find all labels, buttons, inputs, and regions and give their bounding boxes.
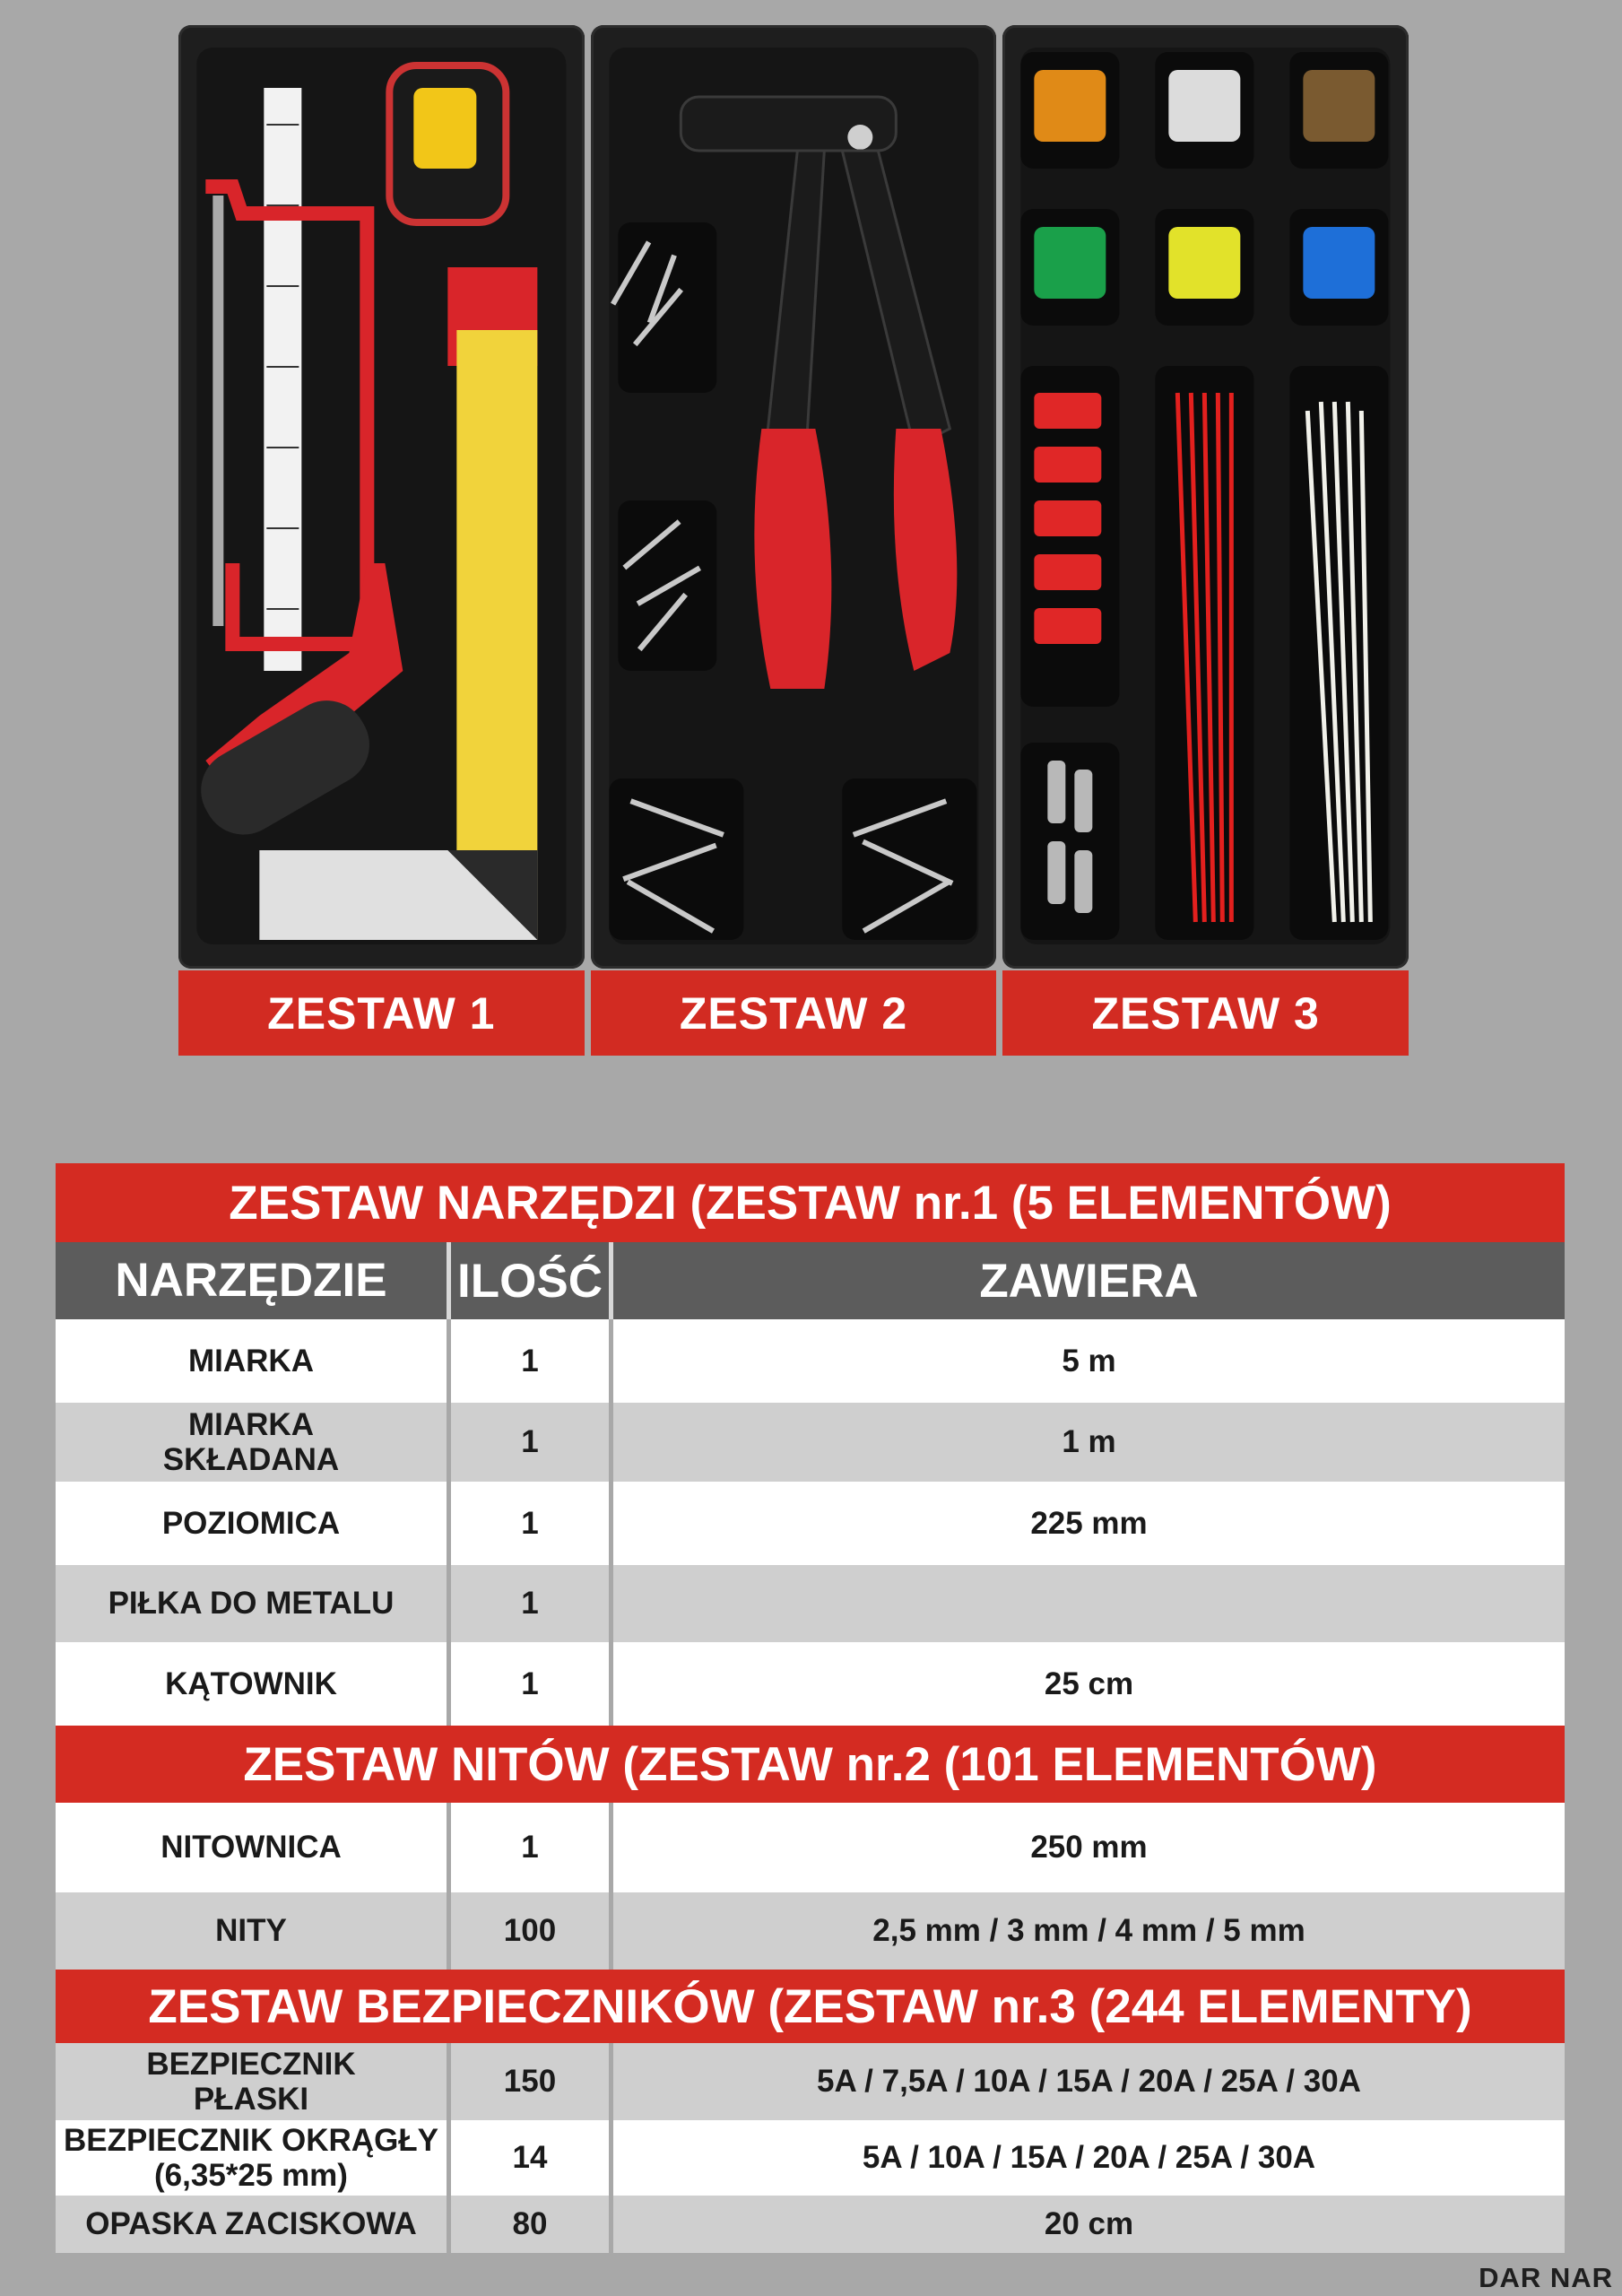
cell-qty: 150 (447, 2043, 609, 2120)
cell-tool: KĄTOWNIK (165, 1665, 337, 1701)
table-row (56, 1892, 1565, 1970)
cell-qty: 1 (447, 1803, 609, 1892)
cell-qty: 14 (447, 2120, 609, 2196)
label-set-1: ZESTAW 1 (178, 970, 585, 1056)
cell-contains: 5 m (609, 1319, 1565, 1403)
cell-qty: 1 (447, 1319, 609, 1403)
section-title-tools: ZESTAW NARZĘDZI (ZESTAW nr.1 (5 ELEMENTÓW) (56, 1163, 1565, 1242)
table-header (56, 1242, 1565, 1319)
label-set-3: ZESTAW 3 (1002, 970, 1409, 1056)
cell-qty: 1 (447, 1565, 609, 1642)
contents-table (56, 1163, 1565, 2253)
section-title-fuses: ZESTAW BEZPIECZNIKÓW (ZESTAW nr.3 (244 ELEMENTY) (56, 1970, 1565, 2043)
cell-tool: POZIOMICA (161, 1505, 341, 1541)
cell-tool: MIARKA SKŁADANA (162, 1406, 340, 1477)
tray-set-2 (591, 25, 997, 969)
fuses-illustration (1002, 25, 1409, 969)
cell-tool: NITY (215, 1913, 287, 1949)
brand-footer: DAR NAR (1479, 2262, 1613, 2293)
cell-tool: MIARKA (188, 1343, 314, 1378)
table-row (56, 1565, 1565, 1642)
tools-illustration (178, 25, 585, 969)
cell-qty: 100 (447, 1892, 609, 1970)
cell-contains: 1 m (609, 1403, 1565, 1482)
cell-tool: OPASKA ZACISKOWA (85, 2206, 417, 2242)
table-row (56, 1642, 1565, 1726)
label-set-2: ZESTAW 2 (591, 970, 997, 1056)
cell-contains: 20 cm (609, 2196, 1565, 2253)
table-row (56, 1482, 1565, 1565)
tray-set-3 (1002, 25, 1409, 969)
cell-contains: 5A / 10A / 15A / 20A / 25A / 30A (609, 2120, 1565, 2196)
header-tool: NARZĘDZIE (115, 1254, 387, 1308)
cell-tool: NITOWNICA (160, 1830, 342, 1866)
cell-contains (609, 1565, 1565, 1642)
rivet-tools-illustration (591, 25, 997, 969)
header-qty: ILOŚĆ (447, 1242, 609, 1319)
product-photo (178, 25, 1409, 969)
cell-tool: PIŁKA DO METALU (108, 1586, 395, 1622)
header-contains: ZAWIERA (609, 1242, 1565, 1319)
cell-contains: 25 cm (609, 1642, 1565, 1726)
tray-set-1 (178, 25, 585, 969)
table-row (56, 2043, 1565, 2120)
section-title-rivets: ZESTAW NITÓW (ZESTAW nr.2 (101 ELEMENTÓW) (56, 1726, 1565, 1803)
cell-tool: BEZPIECZNIK OKRĄGŁY (6,35*25 mm) (63, 2122, 439, 2193)
cell-contains: 250 mm (609, 1803, 1565, 1892)
photo-labels (178, 970, 1409, 1056)
cell-tool: BEZPIECZNIK PŁASKI (146, 2046, 356, 2117)
cell-qty: 1 (447, 1482, 609, 1565)
table-row (56, 2120, 1565, 2196)
table-row (56, 1319, 1565, 1403)
cell-contains: 225 mm (609, 1482, 1565, 1565)
table-row (56, 2196, 1565, 2253)
cell-qty: 80 (447, 2196, 609, 2253)
cell-qty: 1 (447, 1403, 609, 1482)
cell-qty: 1 (447, 1642, 609, 1726)
cell-contains: 2,5 mm / 3 mm / 4 mm / 5 mm (609, 1892, 1565, 1970)
table-row (56, 1803, 1565, 1892)
table-row (56, 1403, 1565, 1482)
cell-contains: 5A / 7,5A / 10A / 15A / 20A / 25A / 30A (609, 2043, 1565, 2120)
